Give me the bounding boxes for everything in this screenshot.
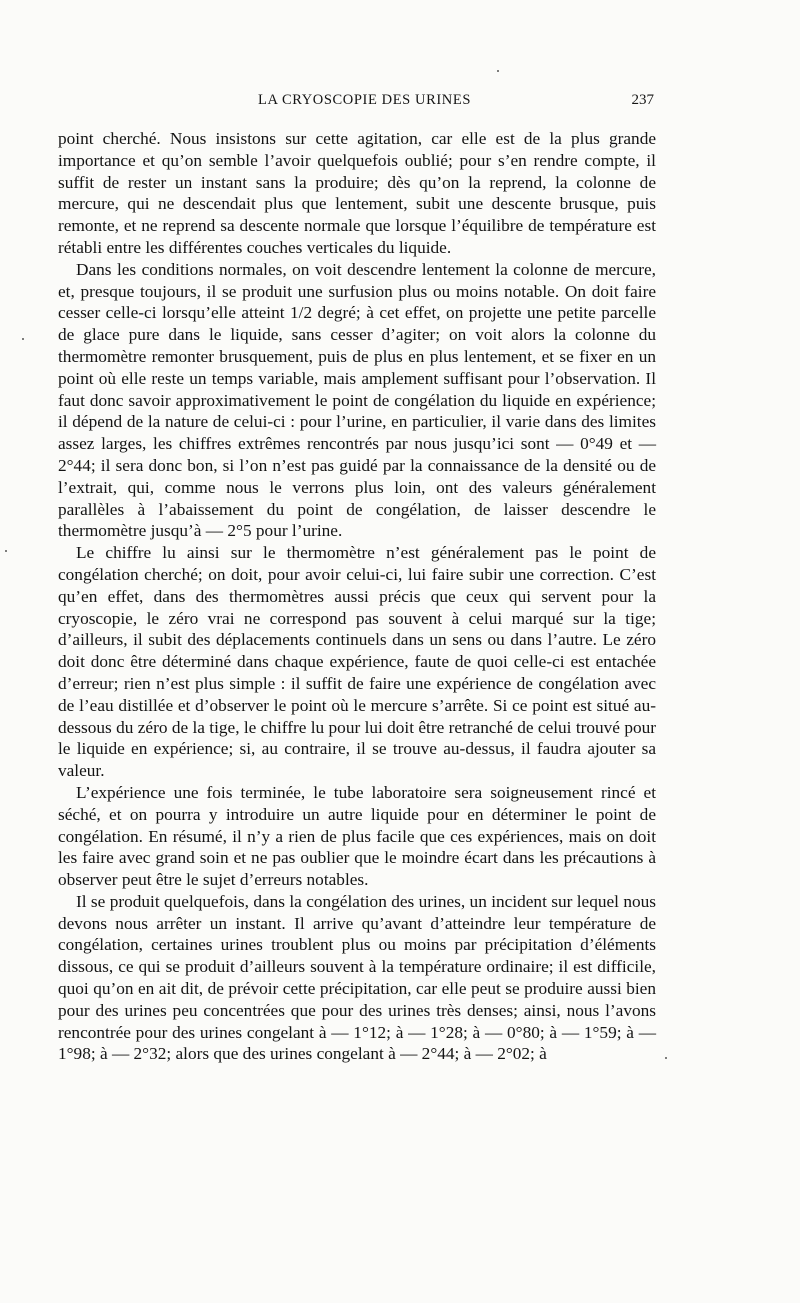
page-number: 237	[631, 92, 654, 108]
scan-speck	[497, 70, 499, 72]
paragraph: Il se produit quelquefois, dans la congélation des urines, un incident sur lequel nous devons nous arrêter un instant. Il arrive qu’avant d’atteindre leur température de congélation, certaines urines troublent plus ou moins par précipitation d’éléments dissous, ce qui se produit d’ailleurs souvent à la température ordinaire; il est difficile, quoi qu’on en ait dit, de prévoir cette précipitation, car elle peut se produire aussi bien pour des urines peu concentrées que pour des urines très denses; ainsi, nous l’avons rencontrée pour des urines congelant à — 1°12; à — 1°28; à — 0°80; à — 1°59; à — 1°98; à — 2°32; alors que des urines congelant à — 2°44; à — 2°02; à	[58, 891, 656, 1064]
scan-speck	[22, 338, 24, 340]
paragraph: Dans les conditions normales, on voit descendre lentement la colonne de mercure, et, presque toujours, il se produit une surfusion plus ou moins notable. On doit faire cesser celle-ci lorsqu’elle atteint 1/2 degré; à cet effet, on projette une petite parcelle de glace pure dans le liquide, sans cesser d’agiter; on voit alors la colonne du thermomètre remonter brusquement, puis de plus en plus lentement, et se fixer en un point où elle reste un temps variable, mais amplement suffisant pour l’observation. Il faut donc savoir approximativement le point de congélation du liquide en expérience; il dépend de la nature de celui-ci : pour l’urine, en particulier, il varie dans des limites assez larges, les chiffres extrêmes rencontrés par nous jusqu’ici sont — 0°49 et — 2°44; il sera donc bon, si l’on n’est pas guidé par la connaissance de la densité ou de l’extrait, qui, comme nous le verrons plus loin, ont des valeurs généralement parallèles à l’abaissement du point de congélation, de laisser descendre le thermomètre jusqu’à — 2°5 pour l’urine.	[58, 259, 656, 541]
scan-speck	[5, 550, 7, 552]
scan-speck	[665, 1057, 667, 1059]
paragraph-continuation: point cherché. Nous insistons sur cette agitation, car elle est de la plus grande importance et qu’on semble l’avoir quelquefois oublié; pour s’en rendre compte, il suffit de rester un instant sans la produire; dès qu’on la reprend, la colonne de mercure, qui ne descendait plus que lentement, subit une descente brusque, puis remonte, et ne reprend sa descente normale que lorsque l’équilibre de température est rétabli entre les différentes couches verticales du liquide.	[58, 129, 656, 257]
page-header	[58, 92, 654, 114]
paragraph: Le chiffre lu ainsi sur le thermomètre n’est généralement pas le point de congélation cherché; on doit, pour avoir celui-ci, lui faire subir une correction. C’est qu’en effet, dans des thermomètres aussi précis que ceux qui servent pour la cryoscopie, le zéro vrai ne correspond pas souvent à celui marqué sur la tige; d’ailleurs, il subit des déplacements continuels dans un sens ou dans l’autre. Le zéro doit donc être déterminé dans chaque expérience, faute de quoi celle-ci est entachée d’erreur; rien n’est plus simple : il suffit de faire une expérience de congélation avec de l’eau distillée et d’observer le point où le mercure s’arrête. Si ce point est situé au-dessous du zéro de la tige, le chiffre lu pour lui doit être retranché de celui trouvé pour le liquide en expérience; si, au contraire, il se trouve au-dessus, il faudra ajouter sa valeur.	[58, 543, 656, 781]
body-text	[58, 128, 656, 1065]
paragraph: L’expérience une fois terminée, le tube laboratoire sera soigneusement rincé et séché, et on pourra y introduire un autre liquide pour en déterminer le point de congélation. En résumé, il n’y a rien de plus facile que ces expériences, mais on doit les faire avec grand soin et ne pas oublier que le moindre écart dans les précautions à observer peut être le sujet d’erreurs notables.	[58, 782, 656, 890]
running-title: LA CRYOSCOPIE DES URINES	[258, 92, 472, 108]
